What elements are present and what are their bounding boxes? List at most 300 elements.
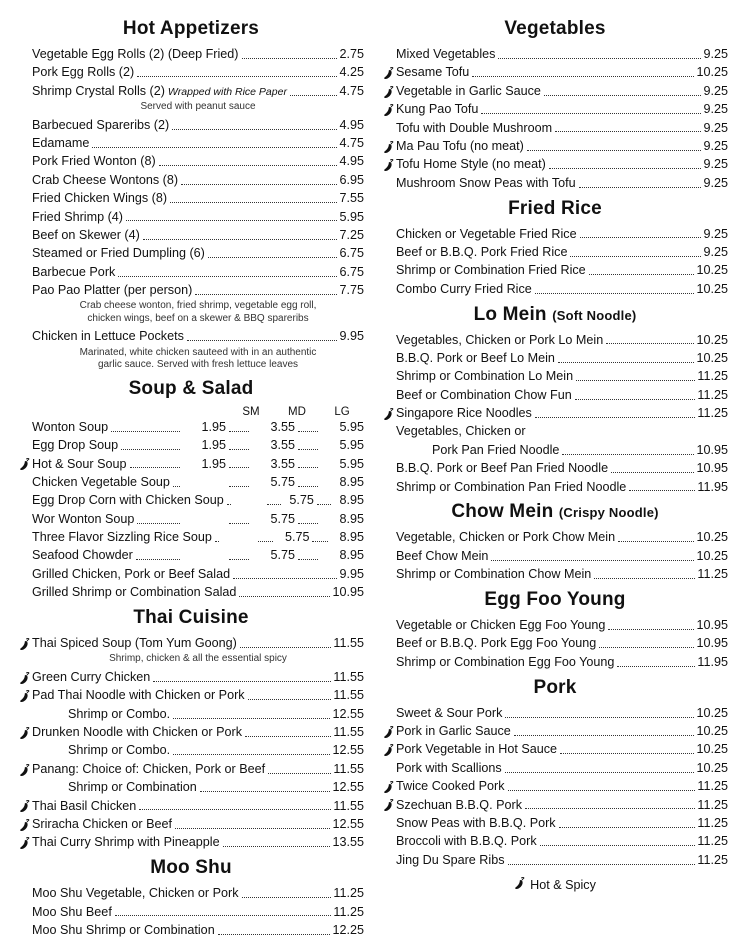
menu-item-price: 11.25: [333, 904, 364, 919]
chili-pepper-icon: [18, 800, 31, 813]
menu-item: [18, 511, 364, 528]
leader-dots: [218, 933, 331, 935]
chili-pepper-icon: [382, 799, 395, 812]
leader-dots: [298, 466, 318, 468]
menu-item-name: Shrimp or Combination Fried Rice: [396, 263, 586, 278]
leader-dots: [505, 716, 694, 718]
vegetables-list: [382, 46, 728, 192]
menu-item-price: 2.75: [339, 47, 364, 61]
menu-item-price: 6.75: [339, 264, 364, 279]
menu-item-price: 11.25: [697, 797, 728, 812]
section-title-pork: Pork: [533, 676, 577, 698]
leader-dots: [245, 735, 331, 737]
menu-item: [18, 209, 364, 226]
menu-item: [18, 635, 364, 652]
menu-item-price: 10.95: [696, 442, 728, 457]
leader-dots: [175, 827, 330, 829]
leader-dots: [170, 201, 337, 203]
section-title-hot-appetizers: Hot Appetizers: [122, 18, 260, 39]
menu-item-price: 10.25: [696, 742, 728, 757]
menu-item-price: 7.55: [339, 191, 364, 206]
menu-item-name: Tofu with Double Mushroom: [396, 120, 553, 135]
menu-item-name: Kung Pao Tofu: [396, 102, 479, 117]
menu-item-name: Fried Chicken Wings (8): [32, 191, 168, 206]
leader-dots: [498, 57, 701, 59]
menu-item-price-lg: 8.95: [339, 511, 364, 526]
menu-item-name: Moo Shu Beef: [32, 904, 112, 919]
chili-pepper-icon: [383, 799, 394, 812]
menu-item-price: 11.25: [697, 834, 728, 849]
leader-dots: [111, 430, 180, 432]
section-title-fried-rice: Fried Rice: [508, 197, 602, 219]
menu-item-name: Ma Pau Tofu (no meat): [396, 138, 524, 153]
menu-item-price: 11.95: [697, 479, 728, 494]
menu-item: [18, 779, 364, 796]
menu-item-name: Beef or B.B.Q. Pork Egg Foo Young: [396, 636, 597, 651]
menu-item: [18, 687, 364, 704]
menu-item: [18, 83, 364, 100]
leader-dots: [472, 75, 694, 77]
menu-item: [18, 264, 364, 281]
menu-item: [18, 474, 364, 491]
leader-dots: [562, 453, 694, 455]
menu-item: [18, 798, 364, 815]
chili-pepper-icon: [382, 141, 395, 154]
leader-dots: [560, 752, 694, 754]
soup-salad-list: [18, 419, 364, 565]
menu-item-name: Pao Pao Platter (per person): [32, 283, 193, 297]
menu-item-price: 9.95: [339, 566, 364, 581]
chow-mein-subtitle: (Crispy Noodle): [558, 505, 659, 521]
chili-pepper-icon: [383, 86, 394, 99]
menu-item-name: Egg Drop Soup: [32, 438, 119, 453]
chili-pepper-icon: [514, 877, 525, 893]
menu-item-name: Pork Vegetable in Hot Sauce: [396, 742, 558, 757]
leader-dots: [576, 379, 695, 381]
chili-pepper-icon: [382, 726, 395, 739]
menu-item-price: 9.25: [703, 226, 728, 241]
menu-item: [382, 778, 728, 795]
menu-item-name: Vegetable Egg Rolls (2) (Deep Fried): [32, 47, 239, 61]
leader-dots: [618, 540, 694, 542]
chili-pepper-icon: [383, 67, 394, 80]
menu-item-name: Szechuan B.B.Q. Pork: [396, 797, 522, 812]
menu-item-price: 10.95: [332, 585, 364, 600]
leader-dots: [575, 398, 696, 400]
leader-dots: [298, 522, 318, 524]
leader-dots: [137, 75, 337, 77]
menu-item: [382, 548, 728, 565]
chili-pepper-icon: [382, 67, 395, 80]
menu-item-name: Sesame Tofu: [396, 65, 470, 80]
menu-item-price: 10.25: [696, 281, 728, 296]
menu-item-price: 7.25: [339, 227, 364, 242]
legend-hot-and-spicy: [382, 877, 728, 893]
menu-item-price: 7.75: [339, 283, 364, 297]
menu-item-price: 10.25: [696, 548, 728, 563]
menu-item-price: 10.95: [696, 618, 728, 632]
menu-item-name: Twice Cooked Pork: [396, 779, 505, 794]
leader-dots: [159, 164, 338, 166]
leader-dots: [121, 448, 180, 450]
leader-dots: [239, 595, 330, 597]
menu-item: [382, 566, 728, 583]
menu-item-name: Hot & Sour Soup: [32, 456, 127, 471]
menu-item-name: Grilled Shrimp or Combination Salad: [32, 585, 237, 600]
menu-item: [18, 834, 364, 851]
leader-dots: [137, 522, 180, 524]
menu-item-name: Grilled Chicken, Pork or Beef Salad: [32, 566, 231, 581]
menu-item: [382, 654, 728, 671]
leader-dots: [233, 577, 337, 579]
leader-dots: [229, 558, 249, 560]
menu-item-name: Mixed Vegetables: [396, 47, 496, 61]
egg-foo-young-list: [382, 617, 728, 671]
menu-item-name: Vegetables, Chicken or Pork Lo Mein: [396, 332, 604, 347]
chili-pepper-icon: [19, 727, 30, 740]
menu-item: [382, 262, 728, 279]
menu-item: [18, 904, 364, 921]
menu-item-price: 11.55: [333, 798, 364, 813]
menu-item: [382, 635, 728, 652]
leader-dots: [525, 807, 695, 809]
menu-item-price: 11.25: [697, 815, 728, 830]
menu-item-name: Beef Chow Mein: [396, 548, 489, 563]
menu-item: [382, 226, 728, 243]
menu-item-price: 12.55: [332, 816, 364, 831]
leader-dots: [527, 149, 702, 151]
leader-dots: [514, 734, 695, 736]
menu-item-price: 11.25: [697, 406, 728, 420]
menu-item: [18, 282, 364, 299]
menu-item-name: Pork with Scallions: [396, 760, 502, 775]
leader-dots: [608, 628, 694, 630]
menu-item-name: Edamame: [32, 136, 90, 150]
leader-dots: [505, 771, 695, 773]
menu-item: [18, 922, 364, 939]
chili-pepper-icon: [19, 837, 30, 850]
menu-item: [382, 368, 728, 385]
menu-item: [18, 437, 364, 454]
leader-dots: [589, 273, 695, 275]
menu-item-name: Vegetable in Garlic Sauce: [396, 83, 541, 98]
menu-item: [18, 816, 364, 833]
menu-item-price: 9.25: [703, 138, 728, 153]
menu-item-price: 11.25: [697, 369, 728, 384]
menu-item-name: Thai Basil Chicken: [32, 798, 137, 813]
leader-dots: [240, 646, 332, 648]
menu-item-price-sm: 1.95: [201, 438, 226, 453]
menu-item: [382, 460, 728, 477]
menu-item: [382, 138, 728, 155]
chili-pepper-icon: [19, 764, 30, 777]
fried-rice-list: [382, 226, 728, 298]
menu-item-name: Vegetable or Chicken Egg Foo Young: [396, 618, 606, 632]
leader-dots: [580, 236, 702, 238]
chili-pepper-icon: [383, 726, 394, 739]
menu-item-name: Shrimp or Combo.: [68, 743, 171, 758]
menu-item-price-md: 5.75: [270, 474, 295, 489]
leader-dots: [126, 219, 338, 221]
menu-item-price-lg: 5.95: [339, 438, 364, 453]
chili-pepper-icon: [18, 672, 31, 685]
lo-mein-subtitle: (Soft Noodle): [552, 307, 637, 323]
leader-dots: [242, 896, 332, 898]
leader-dots: [153, 680, 331, 682]
menu-item-price-md: 5.75: [289, 493, 314, 508]
chili-pepper-icon: [382, 781, 395, 794]
salad-list: [18, 566, 364, 601]
menu-item: [382, 350, 728, 367]
chili-pepper-icon: [383, 781, 394, 794]
menu-item-price-md: 5.75: [270, 511, 295, 526]
menu-item-name: Pork in Garlic Sauce: [396, 724, 511, 738]
menu-item: [18, 529, 364, 546]
menu-item-name: Singapore Rice Noodles: [396, 406, 532, 420]
chili-pepper-icon: [19, 638, 30, 651]
size-header-lg: LG: [334, 405, 350, 418]
menu-item: [382, 815, 728, 832]
menu-item: [382, 442, 728, 459]
leader-dots: [570, 255, 701, 257]
menu-item-price: 11.55: [333, 636, 364, 650]
menu-item-name: Wonton Soup: [32, 419, 109, 434]
menu-item-price: 11.25: [333, 886, 364, 901]
menu-item-price: 9.25: [703, 120, 728, 135]
menu-item-price: 11.55: [333, 725, 364, 739]
menu-item-name: Three Flavor Sizzling Rice Soup: [32, 530, 212, 544]
menu-item: [18, 419, 364, 436]
chili-pepper-icon: [382, 159, 395, 172]
menu-item: [382, 705, 728, 722]
leader-dots: [508, 789, 696, 791]
menu-item-price: 4.75: [339, 83, 364, 98]
menu-item: [18, 135, 364, 152]
menu-item: [18, 492, 364, 509]
menu-item-price-md: 3.55: [270, 438, 295, 453]
menu-item-name: Shrimp Crystal Rolls (2) Wrapped with Rice Paper: [32, 83, 287, 98]
menu-item: [382, 833, 728, 850]
menu-item: [18, 885, 364, 902]
menu-item: [382, 529, 728, 546]
leader-dots: [312, 540, 327, 542]
leader-dots: [599, 646, 694, 648]
lo-mein-title-text: Lo Mein: [473, 303, 547, 325]
menu-item-name: Drunken Noodle with Chicken or Pork: [32, 725, 242, 739]
section-title-vegetables: Vegetables: [504, 18, 606, 39]
chili-pepper-icon: [19, 800, 30, 813]
menu-item-name: Thai Curry Shrimp with Pineapple: [32, 835, 220, 850]
menu-item-price: 10.25: [696, 724, 728, 738]
menu-item-name: Beef or Combination Chow Fun: [396, 387, 572, 402]
chili-pepper-icon: [18, 458, 31, 471]
menu-item: [18, 584, 364, 601]
menu-item-price-md: 3.55: [270, 419, 295, 434]
menu-item: [18, 153, 364, 170]
menu-item-price: 10.25: [696, 350, 728, 365]
menu-item-name: Moo Shu Shrimp or Combination: [32, 922, 215, 937]
menu-item-name: Pork Egg Rolls (2): [32, 65, 135, 80]
menu-item-price: 10.95: [696, 636, 728, 651]
menu-item-name: Seafood Chowder: [32, 548, 133, 563]
menu-item: [382, 175, 728, 192]
menu-item-price: 11.55: [333, 669, 364, 684]
menu-item-name: Beef on Skewer (4): [32, 227, 140, 242]
leader-dots: [200, 790, 331, 792]
menu-item: [18, 172, 364, 189]
leader-dots: [118, 275, 337, 277]
menu-item-price: 6.95: [339, 172, 364, 187]
leader-dots: [298, 558, 318, 560]
menu-item-name: Sriracha Chicken or Beef: [32, 816, 172, 831]
menu-item: [18, 64, 364, 81]
leader-dots: [229, 430, 249, 432]
menu-item-name: Barbecue Pork: [32, 264, 116, 279]
menu-item-name: Green Curry Chicken: [32, 669, 151, 684]
menu-item-price: 9.95: [339, 329, 364, 344]
menu-item-name: Shrimp or Combination Chow Mein: [396, 567, 592, 582]
menu-item-name: Pork Fried Wonton (8): [32, 154, 156, 169]
leader-dots: [172, 128, 337, 130]
leader-dots: [611, 471, 694, 473]
leader-dots: [248, 698, 332, 700]
leader-dots: [173, 753, 330, 755]
menu-item: [18, 227, 364, 244]
menu-item-price-md: 3.55: [270, 456, 295, 471]
menu-item-price: 9.25: [703, 83, 728, 98]
menu-item-price-lg: 8.95: [339, 548, 364, 563]
leader-dots: [195, 293, 337, 295]
menu-item-price-lg: 8.95: [339, 493, 364, 508]
leader-dots: [579, 186, 702, 188]
leader-dots: [491, 559, 694, 561]
menu-item: [18, 46, 364, 63]
menu-item-price: 13.55: [332, 835, 364, 850]
leader-dots: [258, 540, 273, 542]
legend-label: Hot & Spicy: [530, 877, 596, 892]
menu-item: [382, 479, 728, 496]
menu-item-name: Chicken in Lettuce Pockets: [32, 329, 184, 344]
leader-dots: [629, 489, 695, 491]
menu-item-name: Shrimp or Combination Egg Foo Young: [396, 654, 615, 669]
menu-item: [382, 64, 728, 81]
chili-pepper-icon: [19, 458, 30, 471]
menu-item-price: 11.25: [697, 567, 728, 582]
menu-item-name: Snow Peas with B.B.Q. Pork: [396, 815, 556, 830]
menu-item: [382, 797, 728, 814]
chili-pepper-icon: [19, 690, 30, 703]
menu-item: [382, 101, 728, 118]
menu-item: [382, 120, 728, 137]
menu-item-price-sm: 1.95: [201, 456, 226, 471]
menu-item-price: 11.95: [697, 654, 728, 669]
menu-item: [382, 83, 728, 100]
leader-dots: [298, 448, 318, 450]
menu-item-name: Chicken or Vegetable Fried Rice: [396, 226, 577, 241]
menu-item-name: Wor Wonton Soup: [32, 511, 135, 526]
menu-item: [382, 423, 728, 440]
menu-item-price: 6.75: [339, 246, 364, 261]
leader-dots: [290, 94, 338, 96]
chili-pepper-icon: [383, 141, 394, 154]
menu-item-price-lg: 8.95: [339, 474, 364, 489]
chili-pepper-icon: [18, 638, 31, 651]
menu-item-name: Broccoli with B.B.Q. Pork: [396, 834, 537, 849]
menu-item-price: 9.25: [703, 47, 728, 61]
leader-dots: [268, 772, 331, 774]
leader-dots: [229, 448, 249, 450]
soup-size-headers: [18, 406, 364, 418]
chili-pepper-icon: [382, 744, 395, 757]
menu-item-price: 9.25: [703, 157, 728, 172]
menu-item-name: B.B.Q. Pork or Beef Lo Mein: [396, 350, 555, 365]
section-title-lo-mein: [382, 304, 728, 326]
menu-item-name: Steamed or Fried Dumpling (6): [32, 246, 205, 261]
menu-item-name: Jing Du Spare Ribs: [396, 852, 505, 867]
menu-item-name: Mushroom Snow Peas with Tofu: [396, 175, 576, 190]
menu-item-price-lg: 5.95: [339, 456, 364, 471]
leader-dots: [317, 503, 331, 505]
menu-item-price: 9.25: [703, 102, 728, 117]
menu-item-price: 12.55: [332, 743, 364, 758]
menu-item-price: 10.25: [696, 263, 728, 278]
leader-dots: [544, 94, 702, 96]
menu-item: [18, 456, 364, 473]
leader-dots: [606, 342, 694, 344]
section-title-soup-salad: Soup & Salad: [128, 377, 254, 399]
menu-item-price: 5.95: [339, 209, 364, 224]
menu-item-name: Combo Curry Fried Rice: [396, 281, 532, 296]
menu-item: [18, 669, 364, 686]
section-title-egg-foo-young: Egg Foo Young: [484, 589, 626, 610]
menu-item-price: 11.25: [697, 779, 728, 794]
menu-item: [382, 852, 728, 869]
menu-item-price-lg: 5.95: [339, 419, 364, 434]
menu-item-price: 12.25: [332, 922, 364, 937]
leader-dots: [92, 146, 337, 148]
leader-dots: [187, 339, 338, 341]
menu-item-name: Vegetables, Chicken or: [396, 424, 526, 439]
menu-item: [18, 245, 364, 262]
menu-item: [382, 244, 728, 261]
chili-pepper-icon: [18, 819, 31, 832]
leader-dots: [617, 665, 695, 667]
menu-item-name: Fried Shrimp (4): [32, 209, 123, 224]
chili-pepper-icon: [18, 764, 31, 777]
menu-item: [18, 742, 364, 759]
leader-dots: [549, 167, 702, 169]
leader-dots: [267, 503, 281, 505]
left-column: [18, 12, 364, 937]
menu-item-price: 12.55: [332, 706, 364, 721]
leader-dots: [242, 57, 338, 59]
menu-item-price: 11.55: [333, 688, 364, 703]
size-header-md: MD: [288, 405, 306, 418]
leader-dots: [181, 183, 337, 185]
menu-item-name: Crab Cheese Wontons (8): [32, 172, 179, 187]
leader-dots: [215, 540, 219, 542]
chili-pepper-icon: [382, 86, 395, 99]
menu-item-name: Vegetable, Chicken or Pork Chow Mein: [396, 530, 616, 545]
menu-item-price: 10.25: [696, 760, 728, 775]
leader-dots: [535, 416, 696, 418]
right-column: [382, 12, 728, 926]
menu-item: [382, 387, 728, 404]
moo-shu-list: [18, 885, 364, 939]
menu-item-price: 4.75: [339, 136, 364, 150]
chili-pepper-icon: [18, 727, 31, 740]
leader-dots: [298, 485, 318, 487]
